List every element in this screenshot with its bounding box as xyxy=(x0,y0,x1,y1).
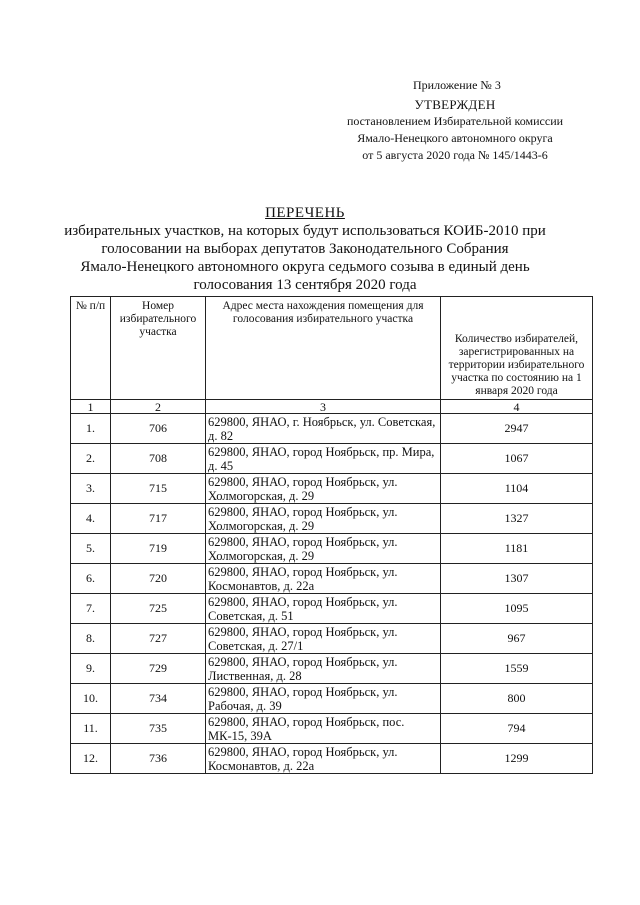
site-address: 629800, ЯНАО, город Ноябрьск, ул. Лиственная, д. 28 xyxy=(206,654,441,684)
table-body xyxy=(71,414,593,774)
site-address: 629800, ЯНАО, город Ноябрьск, ул. Советская, д. 51 xyxy=(206,594,441,624)
column-number: 4 xyxy=(441,400,593,414)
row-number: 6. xyxy=(71,564,111,594)
site-address: 629800, ЯНАО, город Ноябрьск, ул. Советская, д. 27/1 xyxy=(206,624,441,654)
site-number: 715 xyxy=(111,474,206,504)
approval-line: Ямало-Ненецкого автономного округа xyxy=(357,131,553,145)
voter-count: 1067 xyxy=(441,444,593,474)
site-address: 629800, ЯНАО, город Ноябрьск, ул. Космонавтов, д. 22а xyxy=(206,564,441,594)
site-address: 629800, ЯНАО, город Ноябрьск, ул. Космонавтов, д. 22а xyxy=(206,744,441,774)
table-row xyxy=(71,474,593,504)
site-number: 719 xyxy=(111,534,206,564)
site-number: 706 xyxy=(111,414,206,444)
row-number: 2. xyxy=(71,444,111,474)
table-row xyxy=(71,654,593,684)
table-row xyxy=(71,504,593,534)
approval-line: постановлением Избирательной комиссии xyxy=(346,114,564,128)
site-number: 734 xyxy=(111,684,206,714)
row-number: 9. xyxy=(71,654,111,684)
title-heading: ПЕРЕЧЕНЬ xyxy=(265,205,345,221)
row-number: 11. xyxy=(71,714,111,744)
appendix-label: Приложение № 3 xyxy=(413,78,501,92)
title-line: Ямало-Ненецкого автономного округа седьмого созыва в единый день xyxy=(80,259,530,275)
title-line: голосования 13 сентября 2020 года xyxy=(193,277,417,293)
column-numbers-row xyxy=(71,400,593,414)
header-site: Номер избирательного участка xyxy=(111,297,206,400)
row-number: 12. xyxy=(71,744,111,774)
title-line: голосовании на выборах депутатов Законодательного Собрания xyxy=(101,241,509,257)
site-number: 727 xyxy=(111,624,206,654)
document-title xyxy=(55,204,555,294)
site-address: 629800, ЯНАО, город Ноябрьск, ул. Холмогорская, д. 29 xyxy=(206,534,441,564)
row-number: 7. xyxy=(71,594,111,624)
row-number: 10. xyxy=(71,684,111,714)
approval-heading: УТВЕРЖДЕН xyxy=(414,97,496,112)
site-number: 720 xyxy=(111,564,206,594)
column-number: 3 xyxy=(206,400,441,414)
column-number: 2 xyxy=(111,400,206,414)
table-row xyxy=(71,624,593,654)
row-number: 1. xyxy=(71,414,111,444)
site-address: 629800, ЯНАО, г. Ноябрьск, ул. Советская, д. 82 xyxy=(206,414,441,444)
site-number: 725 xyxy=(111,594,206,624)
table-row xyxy=(71,744,593,774)
site-address: 629800, ЯНАО, город Ноябрьск, пр. Мира, д. 45 xyxy=(206,444,441,474)
voter-count: 1095 xyxy=(441,594,593,624)
voter-count: 1299 xyxy=(441,744,593,774)
table-row xyxy=(71,714,593,744)
header-address: Адрес места нахождения помещения для голосования избирательного участка xyxy=(206,297,441,400)
table-row xyxy=(71,594,593,624)
voter-count: 2947 xyxy=(441,414,593,444)
row-number: 4. xyxy=(71,504,111,534)
column-number: 1 xyxy=(71,400,111,414)
voter-count: 1181 xyxy=(441,534,593,564)
voter-count: 967 xyxy=(441,624,593,654)
site-number: 729 xyxy=(111,654,206,684)
table-row xyxy=(71,564,593,594)
table-row xyxy=(71,444,593,474)
title-line: избирательных участков, на которых будут использоваться КОИБ-2010 при xyxy=(64,223,546,239)
voter-count: 1559 xyxy=(441,654,593,684)
approval-line: от 5 августа 2020 года № 145/1443-6 xyxy=(362,148,548,162)
row-number: 3. xyxy=(71,474,111,504)
site-address: 629800, ЯНАО, город Ноябрьск, ул. Холмогорская, д. 29 xyxy=(206,504,441,534)
table-header-row xyxy=(71,297,593,400)
voter-count: 1307 xyxy=(441,564,593,594)
voter-count: 1104 xyxy=(441,474,593,504)
voter-count: 794 xyxy=(441,714,593,744)
site-number: 736 xyxy=(111,744,206,774)
site-address: 629800, ЯНАО, город Ноябрьск, ул. Рабочая, д. 39 xyxy=(206,684,441,714)
site-address: 629800, ЯНАО, город Ноябрьск, ул. Холмогорская, д. 29 xyxy=(206,474,441,504)
approval-block xyxy=(330,96,580,164)
voter-count: 800 xyxy=(441,684,593,714)
header-no: № п/п xyxy=(71,297,111,400)
site-address: 629800, ЯНАО, город Ноябрьск, пос. МК-15, 39А xyxy=(206,714,441,744)
site-number: 717 xyxy=(111,504,206,534)
header-count: Количество избирателей, зарегистрированных на территории избирательного участка по состоянию на 1 января 2020 года xyxy=(441,297,593,400)
site-number: 708 xyxy=(111,444,206,474)
polling-stations-table xyxy=(70,296,593,774)
table-row xyxy=(71,534,593,564)
row-number: 8. xyxy=(71,624,111,654)
table-row xyxy=(71,684,593,714)
site-number: 735 xyxy=(111,714,206,744)
table-row xyxy=(71,414,593,444)
row-number: 5. xyxy=(71,534,111,564)
voter-count: 1327 xyxy=(441,504,593,534)
